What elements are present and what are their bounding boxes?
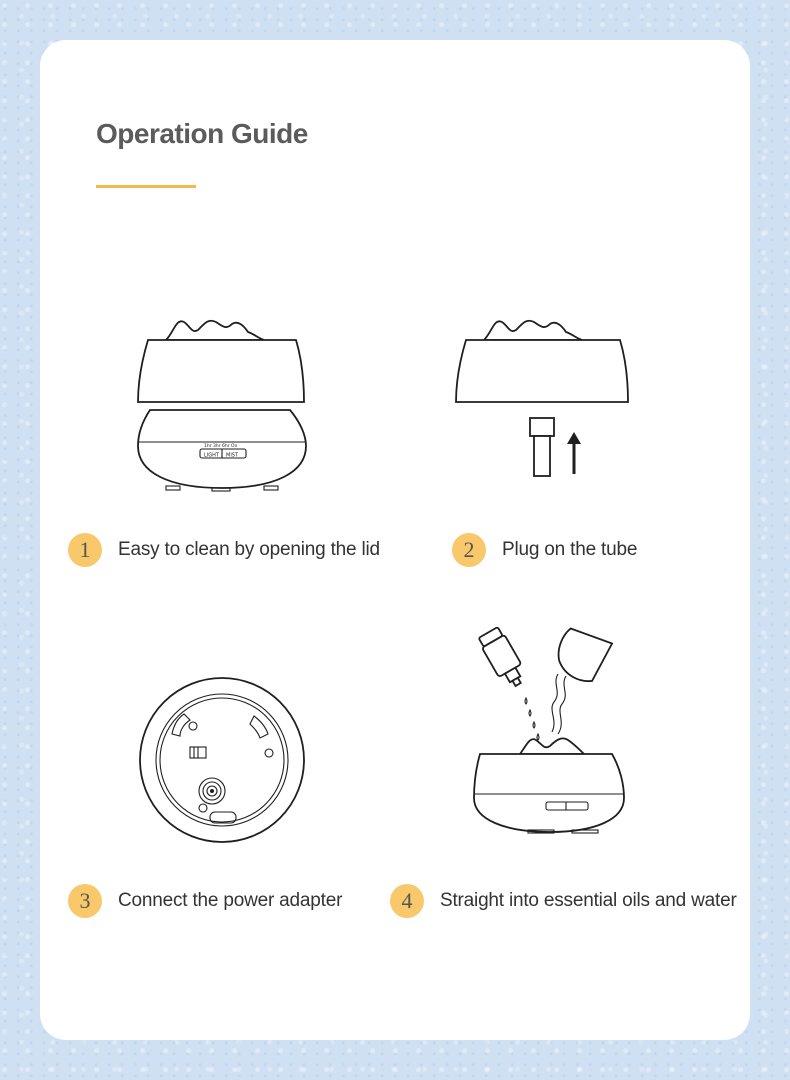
step-3-badge: 3 — [68, 884, 102, 918]
pouring-drawing — [454, 628, 630, 834]
step-4-badge: 4 — [390, 884, 424, 918]
step-3-illustration — [138, 672, 308, 847]
lid-tube-drawing — [444, 310, 644, 500]
step-4-illustration — [454, 628, 630, 834]
light-label: LIGHT — [204, 452, 219, 459]
step-2-illustration — [444, 310, 644, 500]
guide-card — [40, 40, 750, 1040]
step-3-text: Connect the power adapter — [118, 890, 343, 911]
step-2-text: Plug on the tube — [502, 539, 638, 560]
step-1-caption — [68, 532, 380, 568]
step-2-badge: 2 — [452, 533, 486, 567]
diffuser-open-lid-drawing — [126, 310, 326, 500]
step-4-text: Straight into essential oils and water — [440, 890, 737, 911]
step-4-caption — [390, 883, 737, 919]
step-1-badge: 1 — [68, 533, 102, 567]
step-1-text: Easy to clean by opening the lid — [118, 539, 380, 560]
step-3-caption — [68, 883, 342, 919]
step-2-caption — [452, 532, 637, 568]
diffuser-bottom-drawing — [138, 672, 308, 847]
mist-label: MIST — [226, 452, 239, 459]
step-1-illustration — [126, 310, 326, 500]
title-underline — [96, 185, 196, 188]
mode-labels: 1hr 3hr 6hr On — [204, 444, 238, 449]
page-title: Operation Guide — [96, 118, 308, 149]
